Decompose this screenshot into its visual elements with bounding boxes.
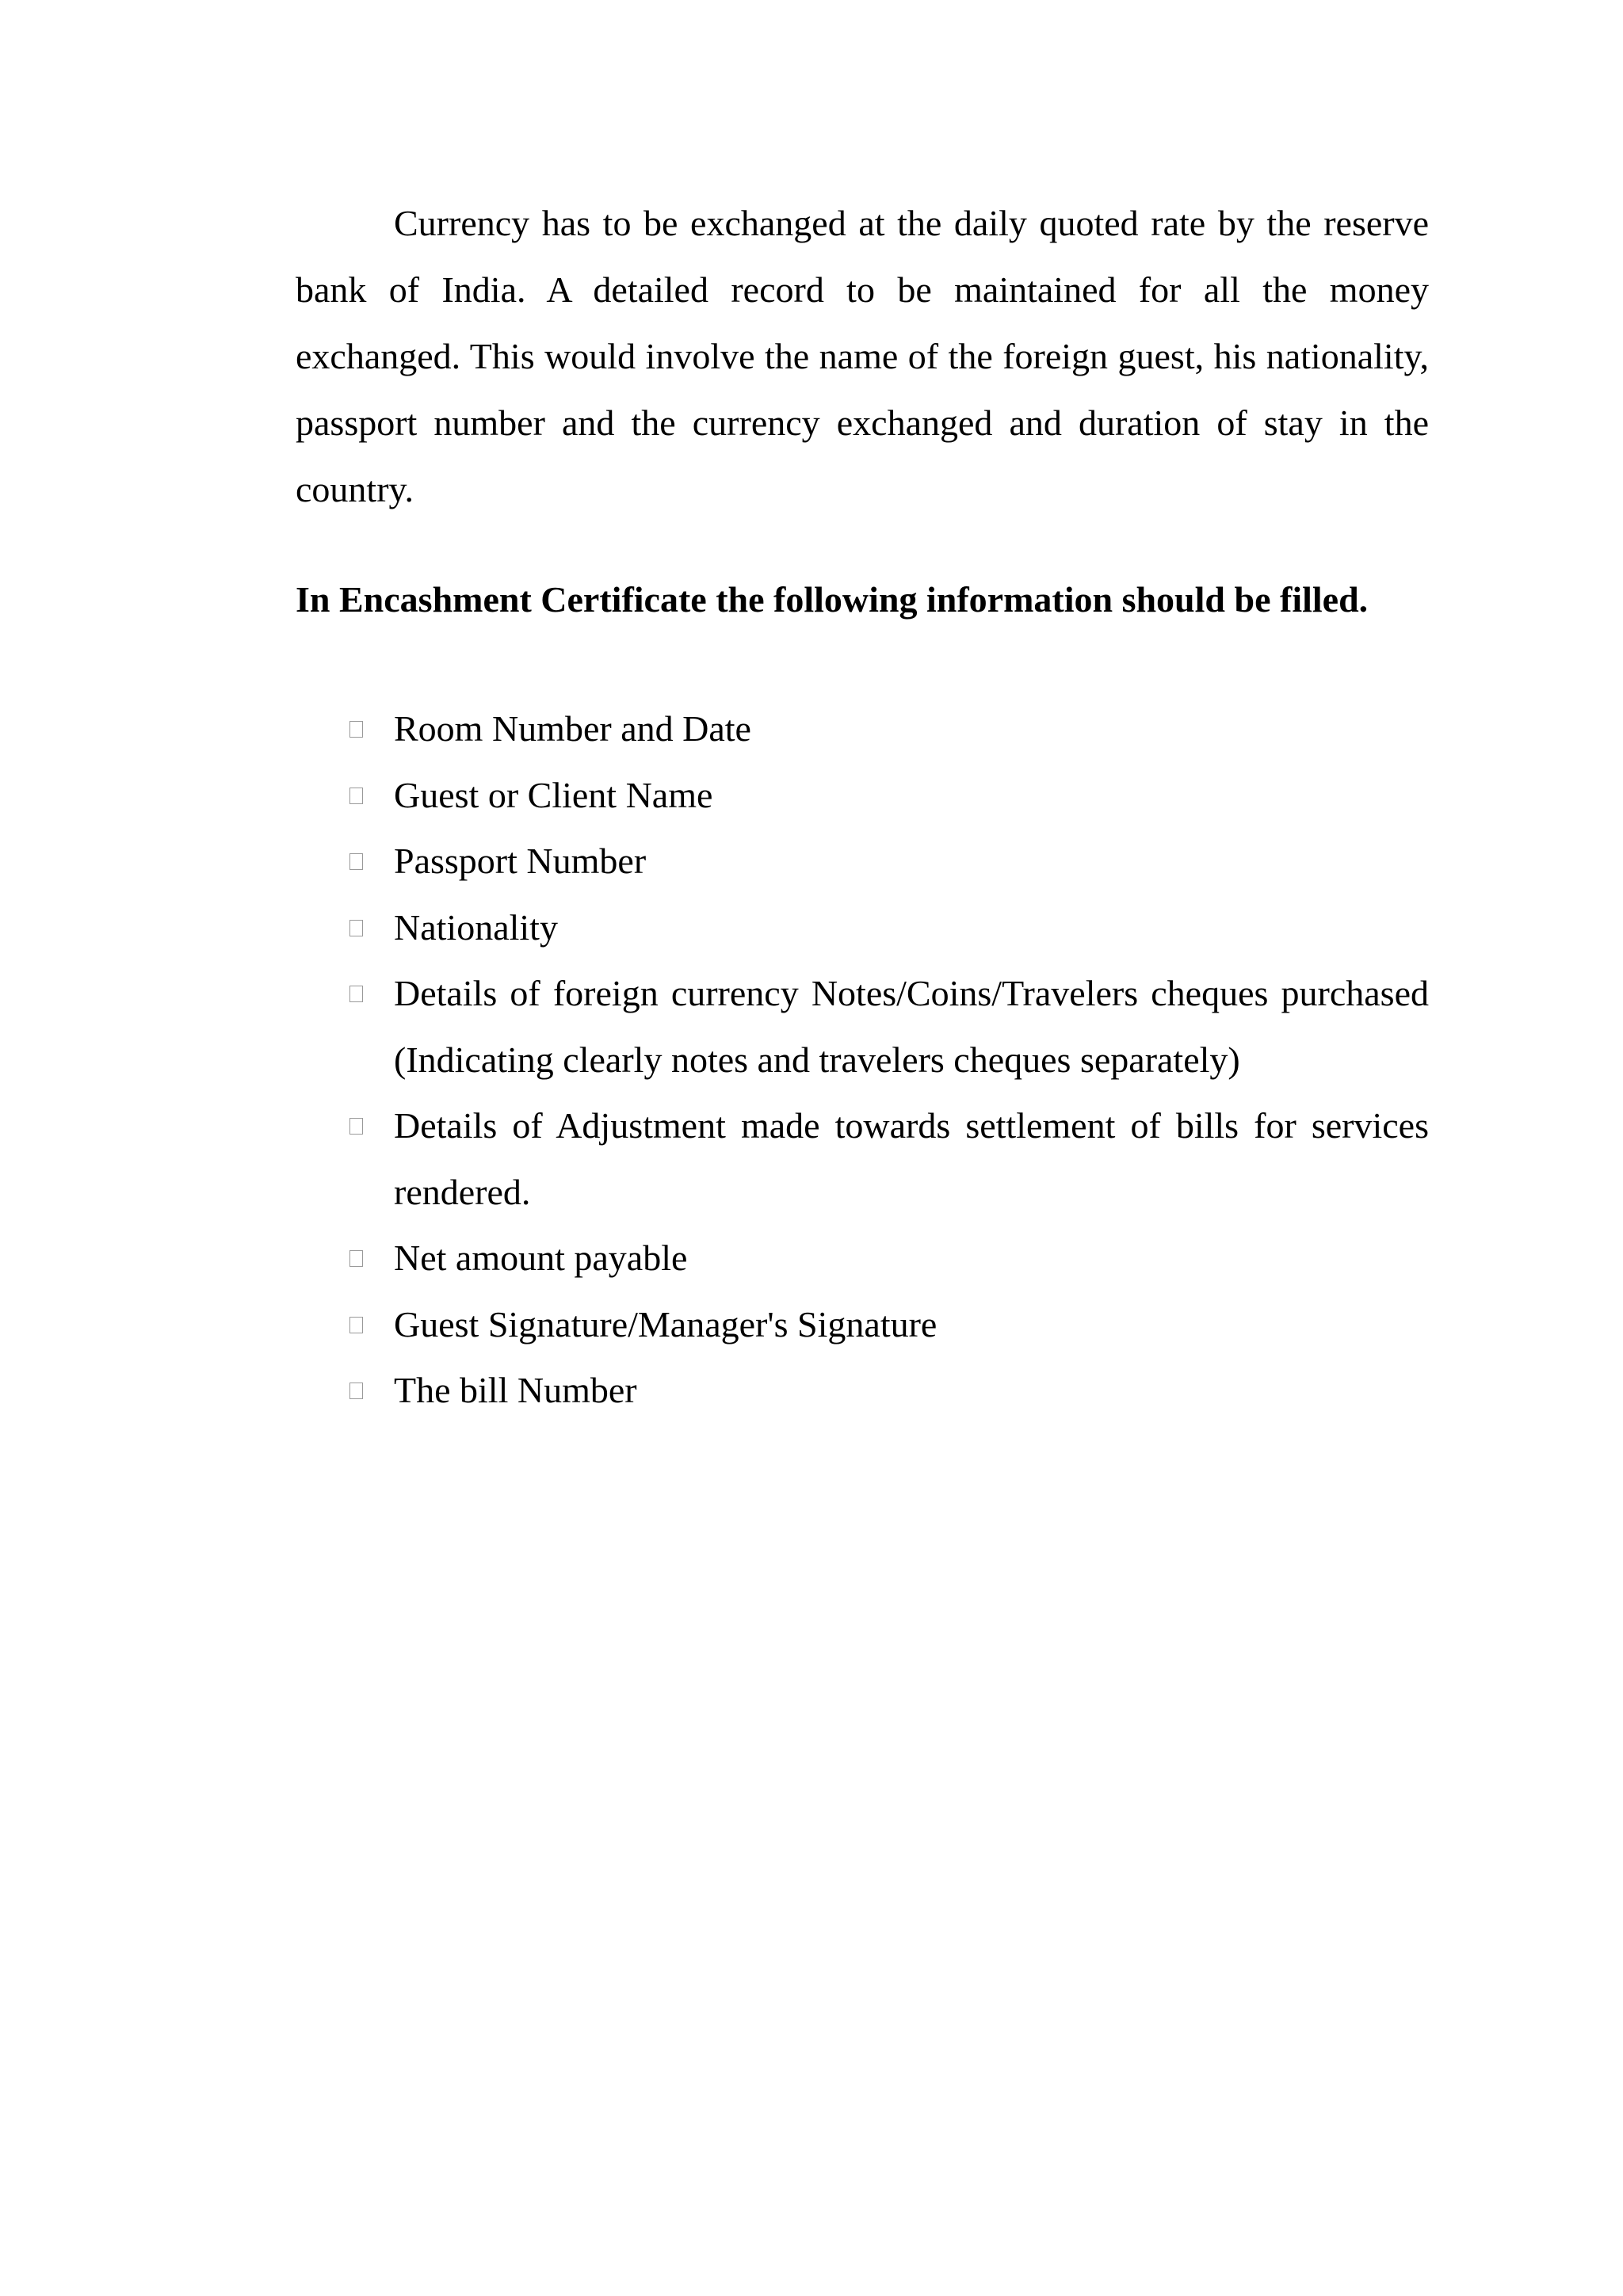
list-item-text: Guest or Client Name <box>394 774 713 815</box>
list-item <box>296 1093 1429 1225</box>
document-body <box>296 190 1429 1424</box>
list-item-text: Nationality <box>394 906 558 948</box>
list-item-text: Details of foreign currency Notes/Coins/Travelers cheques purchased (Indicating clearly notes and travelers cheques separately) <box>394 973 1429 1080</box>
list-item <box>296 828 1429 894</box>
list-item <box>296 894 1429 961</box>
empty-box-bullet-icon <box>349 1118 363 1135</box>
list-item-text: Passport Number <box>394 841 647 881</box>
list-item <box>296 762 1429 829</box>
list-item-text: Guest Signature/Manager's Signature <box>394 1303 938 1344</box>
list-item <box>296 1225 1429 1291</box>
list-item-text: Room Number and Date <box>394 708 751 749</box>
list-item-text: Details of Adjustment made towards settlement of bills for services rendered. <box>394 1105 1429 1212</box>
list-item-text: Net amount payable <box>394 1238 688 1278</box>
list-item <box>296 1291 1429 1358</box>
empty-box-bullet-icon <box>349 721 363 738</box>
list-item-text: The bill Number <box>394 1370 637 1410</box>
empty-box-bullet-icon <box>349 853 363 870</box>
empty-box-bullet-icon <box>349 1317 363 1333</box>
empty-box-bullet-icon <box>349 1250 363 1267</box>
list-item <box>296 960 1429 1093</box>
list-item <box>296 1357 1429 1424</box>
section-heading: In Encashment Certificate the following information should be filled. <box>296 579 1369 620</box>
empty-box-bullet-icon <box>349 920 363 936</box>
info-list <box>296 696 1429 1424</box>
list-item <box>296 696 1429 762</box>
empty-box-bullet-icon <box>349 1383 363 1399</box>
empty-box-bullet-icon <box>349 986 363 1002</box>
intro-paragraph: Currency has to be exchanged at the daily quoted rate by the reserve bank of India. A detailed record to be maintained for all the money exchanged. This would involve the name of the foreign guest, his nationality, passport number and the currency exchanged and duration of stay in the country. <box>296 203 1429 509</box>
empty-box-bullet-icon <box>349 788 363 804</box>
